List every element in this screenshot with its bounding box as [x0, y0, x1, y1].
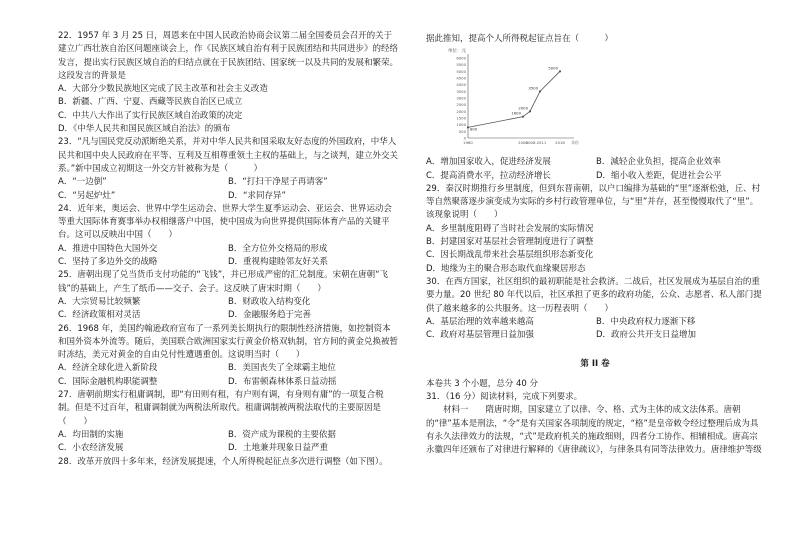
- y-tick-label: 2000: [456, 109, 466, 115]
- q23-option-a: A．“一边倒”: [58, 177, 107, 188]
- tax-threshold-chart: [446, 49, 579, 150]
- q25-stem: 25．唐朝出现了兑当货币支付功能的“飞钱”，并已形成严密的汇兑制度。宋朝在唐朝“飞钱”的基础上，产生了纸币——交子、会子。这反映了唐宋时期（ ）: [58, 270, 389, 294]
- q25-option-d: D．金融服务趋于完善: [228, 310, 312, 321]
- x-tick-label: 2006: [518, 140, 528, 146]
- y-tick-label: 1000: [456, 122, 466, 128]
- x-tick-label: 年份: [571, 140, 579, 146]
- data-label: 2000: [518, 105, 528, 111]
- q22-option-d: D．《中华人民共和国民族区域自治法》的颁布: [58, 124, 231, 135]
- series-line: [468, 72, 560, 128]
- q26-option-b: B．美国丧失了全球霸主地位: [228, 363, 336, 374]
- q26-option-d: D．布雷顿森林体系日益动摇: [228, 376, 337, 387]
- q27-option-b: B．资产成为课税的主要依据: [228, 429, 336, 440]
- q23-option-d: D．“求同存异”: [228, 190, 286, 201]
- y-axis-label: 单位：元: [448, 49, 466, 55]
- q30-option-c: C．政府对基层管理日益加强: [426, 330, 534, 341]
- q26-stem: 26．1968 年，美国约翰逊政府宣布了一系列美长期执行的限制性经济措施，如控制资本和国外资本外流等。随后，美国联合欧洲国家实行黄金价格双轨制，官方间的黄金兑换被暂时冻结，美元对黄金的自由兑付性遭遇重创。这说明当时（ ）: [58, 323, 399, 361]
- data-label: 5000: [548, 65, 558, 71]
- data-label: 800: [470, 126, 478, 132]
- q24-option-c: C．坚持了多边外交的战略: [58, 257, 158, 268]
- data-point: [559, 71, 561, 73]
- data-label: 3500: [528, 85, 538, 91]
- q29-option-c: C．因长期战乱带来社会基层组织形态新变化: [426, 250, 594, 261]
- y-tick-label: 0: [463, 135, 466, 141]
- q23-option-b: B．“打扫干净屋子再请客”: [228, 177, 328, 188]
- data-label: 1600: [511, 110, 521, 116]
- q30-stem: 30．在西方国家，社区组织的最初职能是社会救济。二战后，社区发展成为基层自治的重要力量。20 世纪 80 年代以后，社区承担了更多的政府功能，公众、志愿者、私人部门提供了越来越多的公共服务。这一历程表明（ ）: [426, 276, 762, 314]
- y-tick-label: 4000: [456, 82, 466, 88]
- q26-option-c: C．国际金融机构职能调整: [58, 376, 158, 387]
- y-tick-label: 6000: [456, 55, 466, 61]
- q24-option-d: D．重视构建睦邻友好关系: [228, 257, 329, 268]
- q23-option-c: C．“另起炉灶”: [58, 190, 116, 201]
- y-tick-label: 4500: [456, 75, 466, 81]
- q27-option-d: D．土地兼并现象日益严重: [228, 443, 329, 454]
- q28-option-d: D．缩小收入差距，促进社会公平: [596, 170, 722, 181]
- q23-options: [58, 176, 398, 203]
- q28-option-c: C．提高消费水平，拉动经济增长: [426, 170, 551, 181]
- q22-option-a: A．大部分少数民族地区完成了民主改革和社会主义改造: [58, 84, 268, 95]
- q26-option-a: A．经济全球化进入新阶段: [58, 363, 158, 374]
- q29-stem: 29．秦汉时期推行乡里制度，但到东晋南朝，以户口编排为基础的“里”逐渐松弛，丘、村等自然聚落逐步演变成为实际的乡村行政管理单位，与“里”并存，甚至慢慢取代了“里”。该现象说明（ ）: [426, 183, 761, 221]
- q24-options: [58, 243, 398, 270]
- q28-option-a: A．增加国家收入，促进经济发展: [426, 157, 551, 168]
- section-note: 本卷共 3 个小题，总分 40 分: [426, 378, 539, 389]
- y-tick-label: 3500: [456, 89, 466, 95]
- y-tick-label: 1500: [456, 115, 466, 121]
- q27-option-c: C．小农经济发展: [58, 443, 124, 454]
- q24-option-b: B．全方位外交格局的形成: [228, 243, 328, 254]
- q31-material: 材料一 隋唐时期，国家建立了以律、令、格、式为主体的成文法体系。唐朝的“律”基本是刑法，“令”是有关国家各项制度的规定，“格”是皇帝敕令经过整理后成为具有永久法律效力的法规，“式”是政府机关的施政细则，四者分工协作、相辅相成。唐高宗永徽四年还颁布了对律进行解释的《唐律疏议》，与律条具有同等法律效力。唐律维护等级: [426, 405, 762, 456]
- y-tick-label: 5000: [456, 69, 466, 75]
- q28-options: [426, 156, 764, 183]
- chart-svg: [446, 49, 579, 150]
- right-column: [426, 33, 764, 458]
- q23-stem: 23．“凡与国民党反动派断绝关系，并对中华人民共和国采取友好态度的外国政府，中华人民共和国中央人民政府在平等、互利及互相尊重领土主权的基础上，与之谈判，建立外交关系。”新中国成立初期这一外交方针被称为是（ ）: [58, 137, 399, 174]
- y-tick-label: 2500: [456, 102, 466, 108]
- x-tick-label: 1980: [463, 140, 473, 146]
- data-point: [539, 91, 541, 93]
- q25-options: [58, 296, 398, 323]
- q25-option-a: A．大宗贸易比较频繁: [58, 296, 141, 307]
- q28-stem: 28．改革开放四十多年来，经济发展提速，个人所得税起征点多次进行调整（如下图）。: [58, 456, 388, 467]
- x-tick-label: 2018: [555, 140, 565, 146]
- q29-option-b: B．封建国家对基层社会管理制度进行了调整: [426, 237, 594, 248]
- q30-option-b: B．中央政府权力逐渐下移: [596, 316, 696, 327]
- q25-option-b: B．财政收入结构变化: [228, 296, 311, 307]
- q28-option-b: B．減轻企业负担，提高企业效率: [596, 157, 721, 168]
- q22-stem: 22．1957 年 3 月 25 日，周恩来在中国人民政治协商会议第二届全国委员会召开的关于建立广西壮族自治区问题座谈会上，作《民族区域自治有利于民族团结和共同进步》的经络发言，提出实行民族区域自治的归结点就在于民族团结、国家统一以及共同的发展和繁荣。这段发言的背景是: [58, 31, 399, 81]
- q28-continuation: 据此推知，提高个人所得税起征点旨在（ ）: [426, 34, 614, 44]
- q24-option-a: A．推进中国特色大国外交: [58, 243, 158, 254]
- q22-option-b: B．新疆、广西、宁夏、西藏等民族自治区已成立: [58, 97, 243, 108]
- q29-option-d: D．地缘为主的聚合形态取代血缘聚居形态: [426, 263, 586, 274]
- y-tick-label: 5500: [456, 62, 466, 68]
- data-point: [522, 116, 524, 118]
- data-point: [467, 127, 469, 129]
- data-point: [529, 111, 531, 113]
- q27-option-a: A．均田制的实施: [58, 429, 124, 440]
- q25-option-c: C．经济政策相对灵活: [58, 310, 141, 321]
- q27-stem: 27．唐朝前期实行租庸调制，即“有田则有租，有户则有调，有身则有庸”的一项复合税制。但是不过百年，租庸调制就为两税法所取代。租庸调制被两税法取代的主要原因是（ ）: [58, 390, 384, 427]
- q30-option-a: A．基层治理的效率越来越高: [426, 316, 534, 327]
- y-tick-label: 500: [458, 129, 466, 135]
- q26-options: [58, 362, 398, 389]
- y-tick-label: 3000: [456, 95, 466, 101]
- left-column: [58, 30, 398, 469]
- x-tick-label: 2008.2011: [525, 140, 547, 146]
- section-title: 第 II 卷: [580, 359, 610, 370]
- q31-stem: 31．（16 分）阅读材料，完成下列要求。: [426, 392, 583, 403]
- q27-options: [58, 429, 398, 456]
- q29-option-a: A．乡里制度阻碍了当时社会发展的实际情况: [426, 223, 594, 234]
- q24-stem: 24．近年来，奥运会、世界中学生运动会、世界大学生夏季运动会、亚运会、世界运动会等重大国际体育赛事举办权相继落户中国，使中国成为向世界提供国际体育产品的关键平台。这可以反映出中国（ ）: [58, 203, 392, 241]
- q30-option-d: D．政府公共开支日益增加: [596, 330, 697, 341]
- q22-option-c: C．中共八大作出了实行民族区域自治政策的决定: [58, 110, 243, 121]
- q30-options: [426, 316, 764, 343]
